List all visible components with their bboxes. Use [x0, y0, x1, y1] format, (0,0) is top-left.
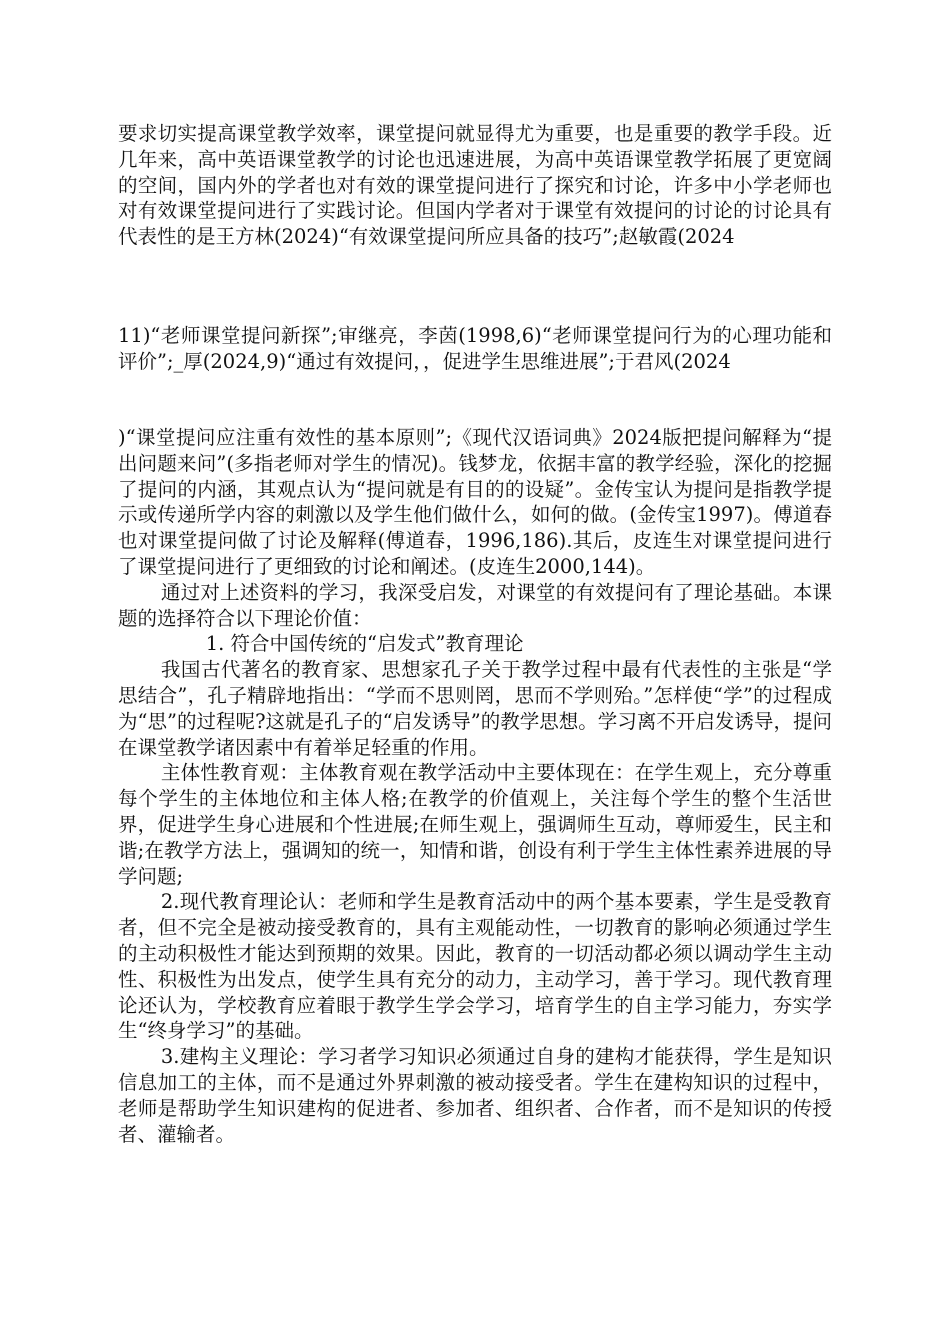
paragraph: 11)“老师课堂提问新探”;审继亮，李茵(1998,6)“老师课堂提问行为的心理功能和评价”;_厚(2024,9)“通过有效提问，，促进学生思维进展”;于君风(2024 — [118, 324, 832, 373]
paragraph: 通过对上述资料的学习，我深受启发，对课堂的有效提问有了理论基础。本课题的选择符合以下理论价值： — [118, 580, 832, 630]
paragraph: )“课堂提问应注重有效性的基本原则”;《现代汉语词典》2024版把提问解释为“提出问题来问”(多指老师对学生的情况)。钱梦龙，依据丰富的教学经验，深化的挖掘了提问的内涵，其观点认为“提问就是有目的的设疑”。金传宝认为提问是指教学提示或传递所学内容的刺激以及学生他们做什么，如何的做。(金传宝1997)。傅道春也对课堂提问做了讨论及解释(傅道春，1996,186).其后，皮连生对课堂提问进行了课堂提问进行了更细致的讨论和阐述。(皮连生2000,144)。 — [118, 426, 832, 578]
text-block-1 — [118, 121, 832, 250]
paragraph: 我国古代著名的教育家、思想家孔子关于教学过程中最有代表性的主张是“学思结合”，孔子精辟地指出：“学而不思则罔，思而不学则殆。”怎样使“学”的过程成为“思”的过程呢?这就是孔子的“启发诱导”的教学思想。学习离不开启发诱导，提问在课堂教学诸因素中有着举足轻重的作用。 — [118, 658, 832, 759]
text-block-3 — [118, 425, 832, 1147]
paragraph: 2.现代教育理论认：老师和学生是教育活动中的两个基本要素，学生是受教育者，但不完全是被动接受教育的，具有主观能动性，一切教育的影响必须通过学生的主动积极性才能达到预期的效果。因此，教育的一切活动都必须以调动学生主动性、积极性为出发点，使学生具有充分的动力，主动学习，善于学习。现代教育理论还认为，学校教育应着眼于教学生学会学习，培育学生的自主学习能力，夯实学生“终身学习”的基础。 — [118, 890, 832, 1043]
paragraph: 要求切实提高课堂教学效率，课堂提问就显得尤为重要，也是重要的教学手段。近几年来，高中英语课堂教学的讨论也迅速进展，为高中英语课堂教学拓展了更宽阔的空间，国内外的学者也对有效的课堂提问进行了探究和讨论，许多中小学老师也对有效课堂提问进行了实践讨论。但国内学者对于课堂有效提问的讨论的讨论具有代表性的是王方林(2024)“有效课堂提问所应具备的技巧”;赵敏霞(2024 — [118, 122, 832, 249]
section-heading: 1. 符合中国传统的“启发式”教育理论 — [205, 632, 524, 656]
text-block-2 — [118, 323, 832, 375]
paragraph: 主体性教育观：主体教育观在教学活动中主要体现在：在学生观上，充分尊重每个学生的主体地位和主体人格;在教学的价值观上，关注每个学生的整个生活世界，促进学生身心进展和个性进展;在师生观上，强调师生互动，尊师爱生，民主和谐;在教学方法上，强调知的统一，知情和谐，创设有利于学生主体性素养进展的导学问题; — [118, 761, 832, 888]
paragraph: 3.建构主义理论：学习者学习知识必须通过自身的建构才能获得，学生是知识信息加工的主体，而不是通过外界刺激的被动接受者。学生在建构知识的过程中，老师是帮助学生知识建构的促进者、参加者、组织者、合作者，而不是知识的传授者、灌输者。 — [118, 1045, 832, 1146]
